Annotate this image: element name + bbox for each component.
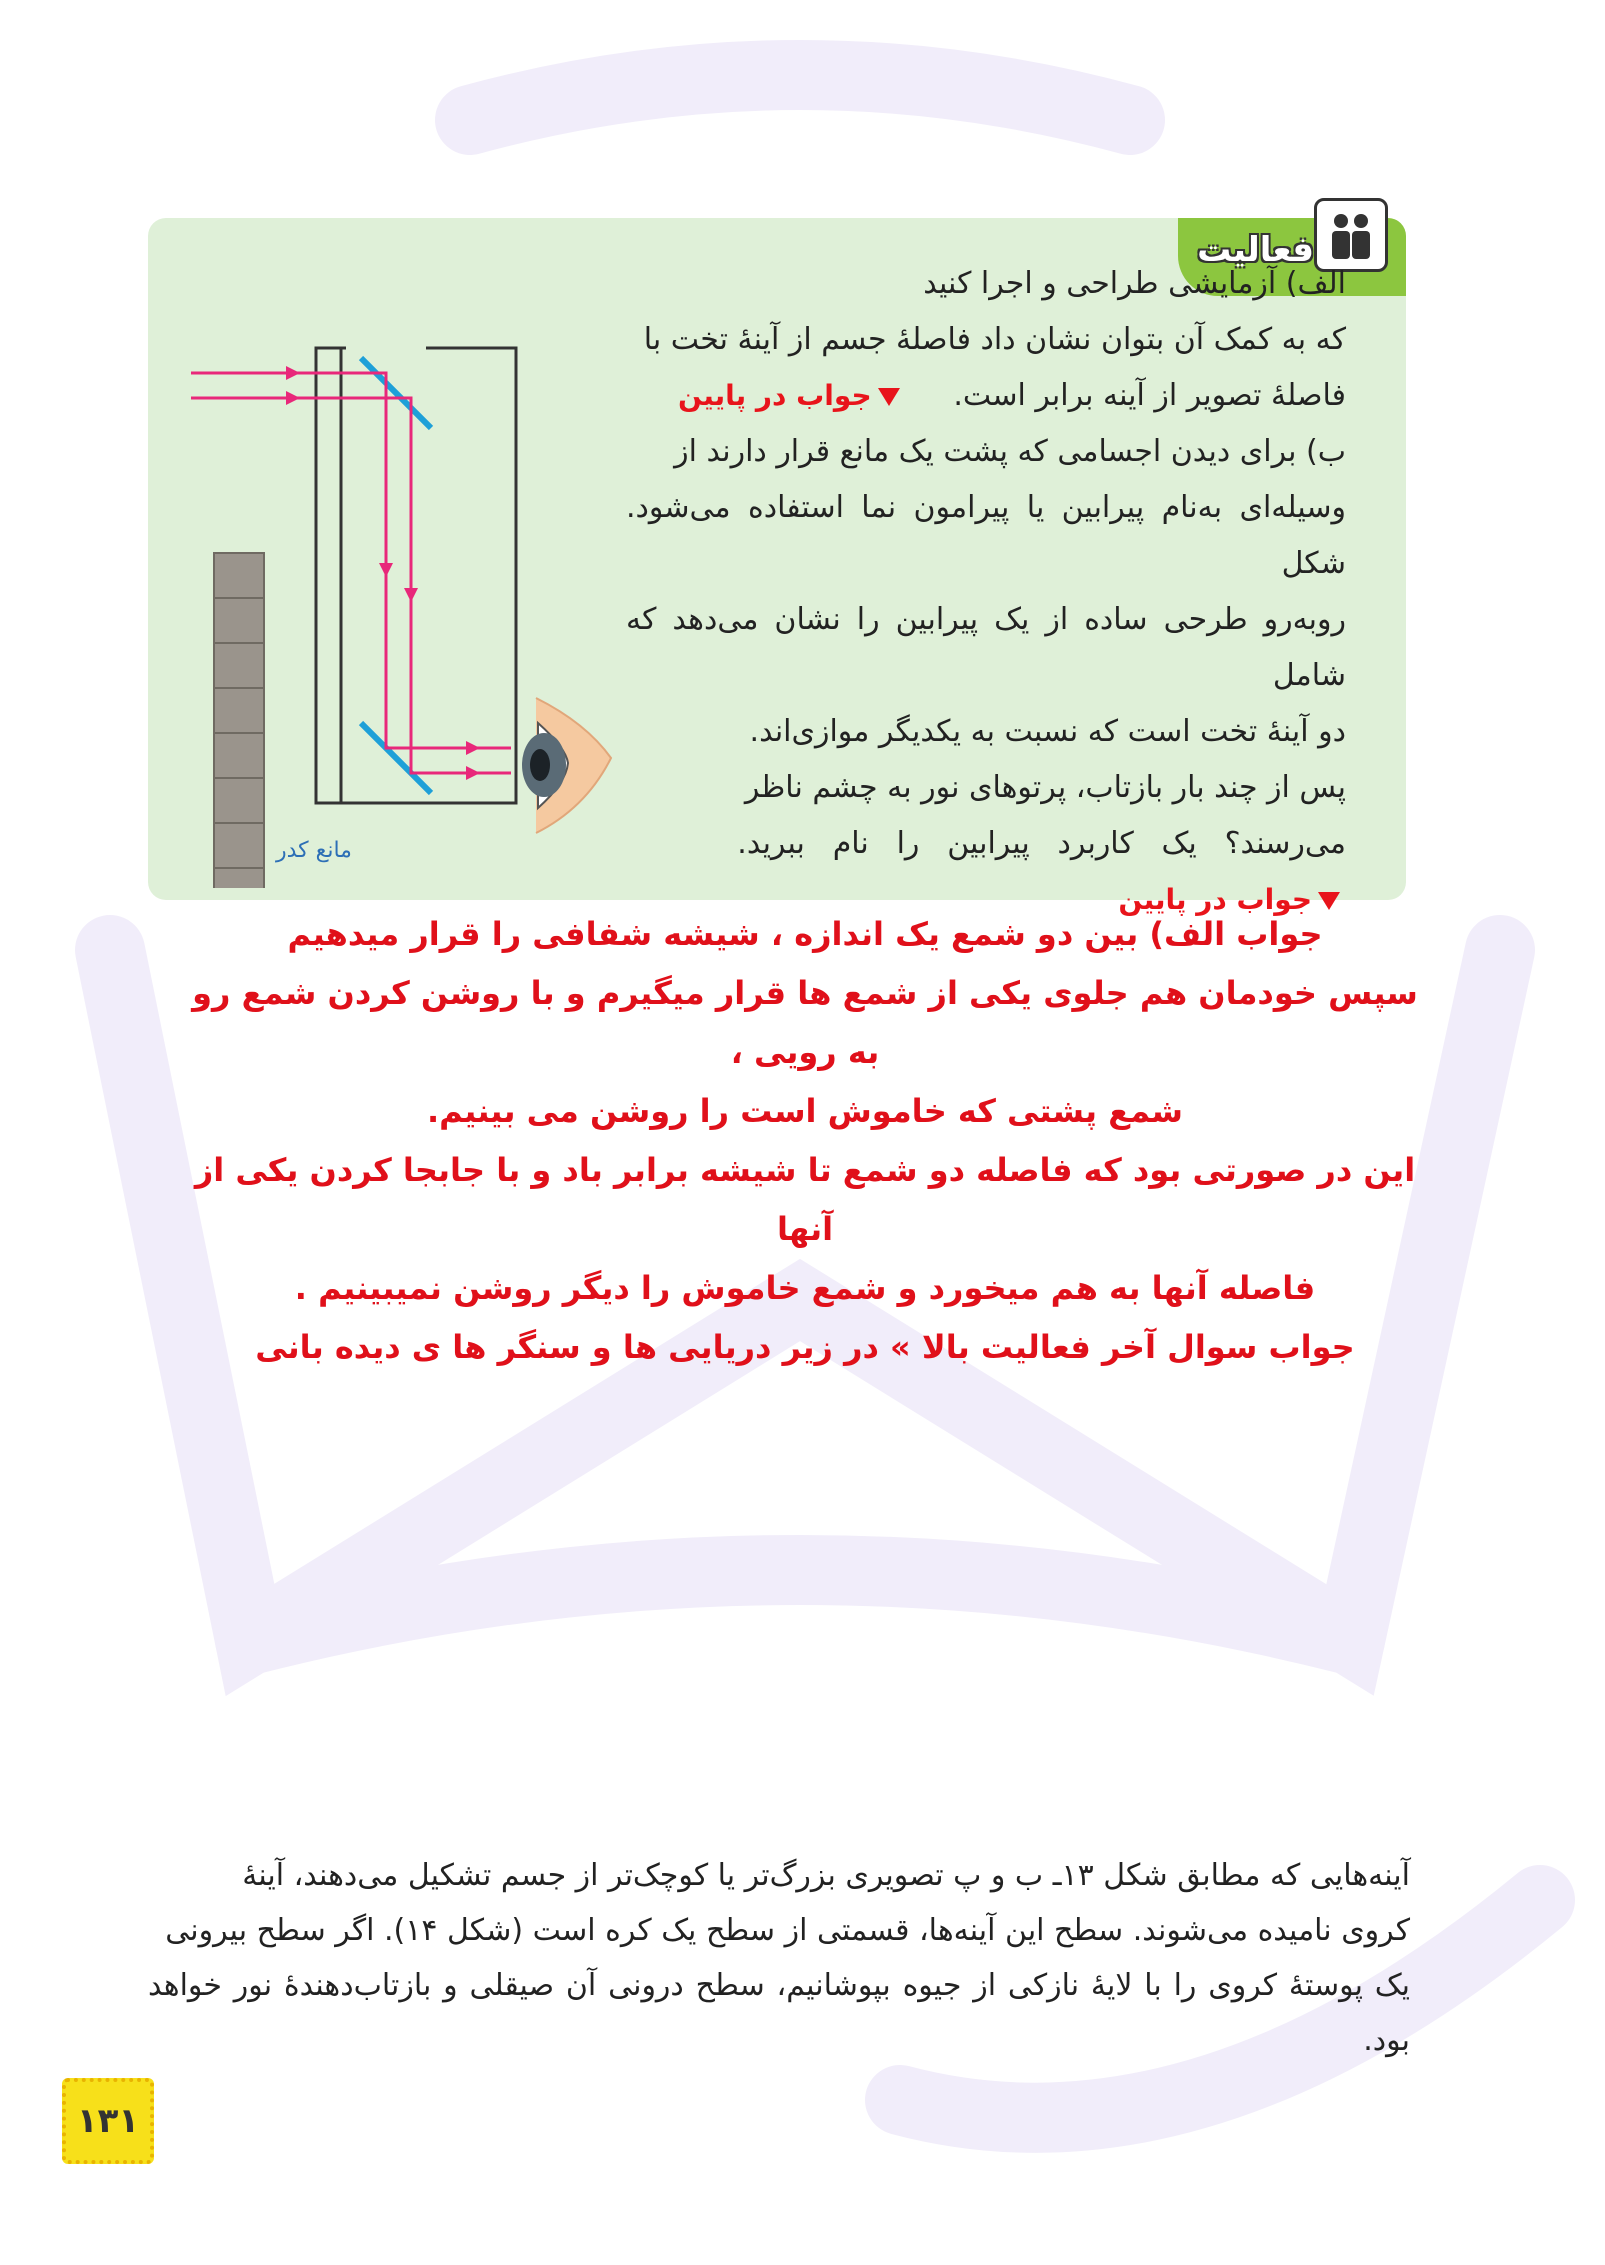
body-line: یک پوستهٔ کروی را با لایهٔ نازکی از جیوه بپوشانیم، سطح درونی آن صیقلی و بازتاب‌دهندهٔ نور خواهد بود. [148, 1968, 1410, 2058]
obstacle-label: مانع کدر [276, 838, 352, 863]
answer-line: فاصله آنها به هم میخورد و شمع خاموش را دیگر روشن نمیبینیم . [294, 1269, 1316, 1307]
eye-illustration [522, 698, 611, 833]
body-paragraph [148, 1848, 1410, 2068]
body-line: آینه‌هایی که مطابق شکل ۱۳ـ ب و پ تصویری بزرگ‌تر یا کوچک‌تر از جسم تشکیل می‌دهند، آینهٔ [242, 1858, 1410, 1893]
answer-link-label: جواب در پایین [1118, 883, 1312, 916]
part-b-line: ب) برای دیدن اجسامی که پشت یک مانع قرار دارند از [674, 434, 1346, 469]
part-a-line-with-link [626, 368, 1346, 424]
answer-line: سپس خودمان هم جلوی یکی از شمع ها قرار میگیرم و با روشن کردن شمع رو به رویی ، [192, 974, 1418, 1071]
part-b-line: وسیله‌ای به‌نام پیرابین یا پیرامون نما استفاده می‌شود. شکل [626, 490, 1346, 581]
triangle-down-icon [878, 388, 900, 406]
part-b-line: دو آینهٔ تخت است که نسبت به یکدیگر موازی‌اند. [749, 714, 1346, 749]
activity-box [148, 218, 1406, 916]
answers-section [180, 905, 1430, 1377]
part-a-line: که به کمک آن بتوان نشان داد فاصلهٔ جسم از آینهٔ تخت با [643, 322, 1346, 357]
answer-line: جواب الف) بین دو شمع یک اندازه ، شیشه شفافی را قرار میدهیم [287, 915, 1323, 953]
activity-text [626, 256, 1346, 928]
part-a-line: فاصلهٔ تصویر از آینه برابر است. [953, 378, 1346, 413]
opaque-obstacle [214, 553, 264, 888]
periscope-diagram [166, 328, 616, 888]
part-a-line: الف) آزمایشی طراحی و اجرا کنید [923, 266, 1346, 301]
activity-title: فعالیت [1197, 230, 1314, 270]
part-b-line: پس از چند بار بازتاب، پرتوهای نور به چشم ناظر [744, 770, 1346, 805]
page-number: ۱۳۱ [62, 2078, 154, 2164]
top-mirror [361, 358, 431, 428]
answer-line: جواب سوال آخر فعالیت بالا » در زیر دریایی ها و سنگر ها ی دیده بانی [255, 1328, 1355, 1366]
answer-line: شمع پشتی که خاموش است را روشن می بینیم. [427, 1092, 1183, 1130]
answer-link-label: جواب در پایین [678, 379, 872, 412]
bottom-mirror [361, 723, 431, 793]
answer-line: این در صورتی بود که فاصله دو شمع تا شیشه برابر باد و با جابجا کردن یکی از آنها [194, 1151, 1416, 1248]
part-b-line: روبه‌رو طرحی ساده از یک پیرابین را نشان می‌دهد که شامل [626, 602, 1346, 693]
body-line: کروی نامیده می‌شوند. سطح این آینه‌ها، قسمتی از سطح یک کره است (شکل ۱۴). اگر سطح بیرونی [165, 1913, 1410, 1948]
part-b-line: می‌رسند؟ یک کاربرد پیرابین را نام ببرید. [737, 826, 1346, 861]
answer-link-a[interactable] [678, 379, 906, 412]
